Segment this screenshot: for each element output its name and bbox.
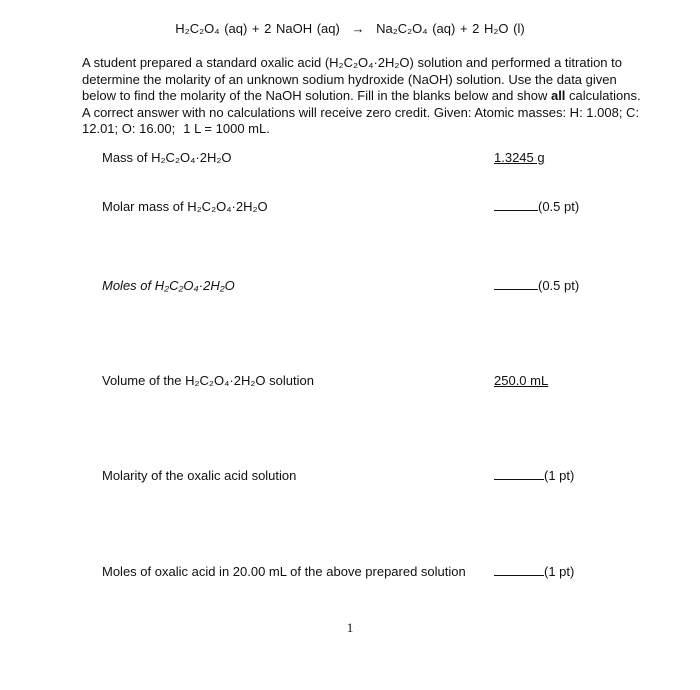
row-volume-value: 250.0 mL bbox=[494, 373, 549, 388]
instructions-text-1: A student prepared a standard oxalic acid (H₂C₂O₄·2H₂O) solution and performed a titration to determine the molarity of an unknown sodium hydroxide (NaOH) solution. Use the data given below to find the molarity of the NaOH solution. Fill in the blanks below and show bbox=[82, 55, 622, 103]
row-molar-mass-blank[interactable] bbox=[494, 199, 579, 214]
row-mass bbox=[102, 150, 602, 168]
row-moles-20ml-blank[interactable] bbox=[494, 564, 574, 579]
row-volume-label: Volume of the H₂C₂O₄·2H₂O solution bbox=[102, 373, 314, 388]
row-molar-mass-points: (0.5 pt) bbox=[538, 199, 580, 214]
row-moles-points: (0.5 pt) bbox=[538, 278, 580, 293]
row-mass-label: Mass of H₂C₂O₄·2H₂O bbox=[102, 150, 232, 165]
row-moles-20ml-label: Moles of oxalic acid in 20.00 mL of the above prepared solution bbox=[102, 564, 466, 579]
answer-blank-line[interactable] bbox=[494, 468, 544, 480]
row-moles-20ml-points: (1 pt) bbox=[544, 564, 575, 579]
instructions-text-3: 1 L = 1000 mL. bbox=[183, 121, 270, 136]
row-molarity-label: Molarity of the oxalic acid solution bbox=[102, 468, 297, 483]
row-volume bbox=[102, 373, 602, 391]
row-moles-label: Moles of H₂C₂O₄·2H₂O bbox=[102, 278, 235, 293]
answer-blank-line[interactable] bbox=[494, 278, 538, 290]
reaction-arrow: → bbox=[351, 21, 365, 36]
row-moles bbox=[102, 278, 602, 296]
row-molar-mass-label: Molar mass of H₂C₂O₄·2H₂O bbox=[102, 199, 268, 214]
row-moles-20ml bbox=[102, 564, 602, 582]
row-mass-value: 1.3245 g bbox=[494, 150, 545, 165]
row-molarity bbox=[102, 468, 602, 486]
instructions-text-2: calculations. A correct answer with no calculations will receive zero credit. Given: Atomic masses: H: 1.008; C: 12.01; O: 16.00; bbox=[82, 88, 641, 136]
row-molarity-blank[interactable] bbox=[494, 468, 574, 483]
page-number: 1 bbox=[346, 620, 354, 635]
equation-reactants: H₂C₂O₄ (aq) + 2 NaOH (aq) bbox=[175, 21, 340, 36]
answer-blank-line[interactable] bbox=[494, 199, 538, 211]
row-moles-blank[interactable] bbox=[494, 278, 579, 293]
instructions-paragraph bbox=[82, 55, 642, 138]
instructions-bold-all: all bbox=[550, 88, 566, 103]
row-molar-mass bbox=[102, 199, 602, 217]
row-molarity-points: (1 pt) bbox=[544, 468, 575, 483]
reaction-equation bbox=[0, 21, 700, 36]
answer-blank-line[interactable] bbox=[494, 564, 544, 576]
equation-products: Na₂C₂O₄ (aq) + 2 H₂O (l) bbox=[376, 21, 525, 36]
